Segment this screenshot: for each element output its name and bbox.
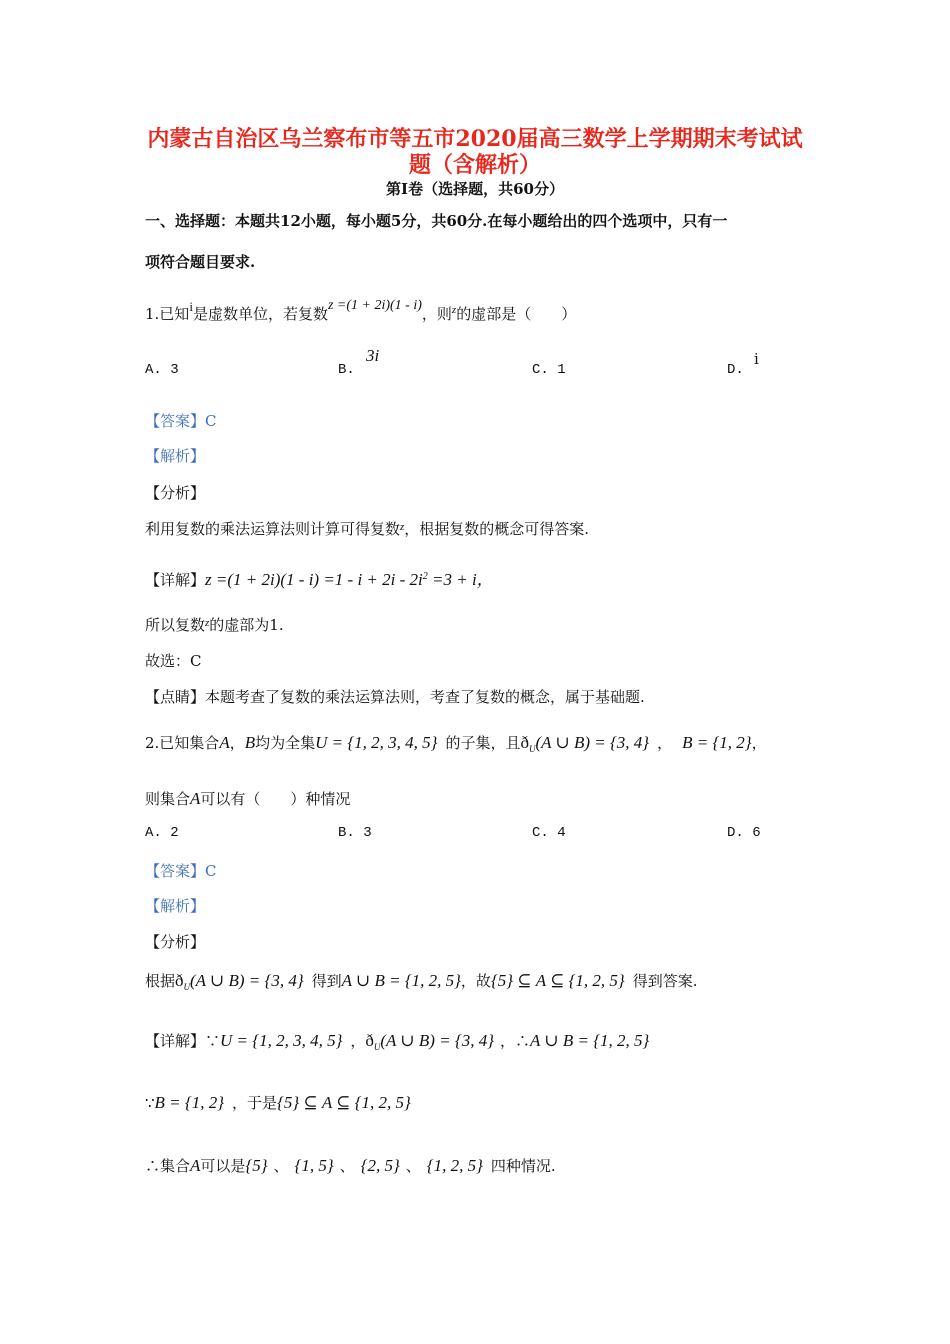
q1-result-z: z: [205, 617, 210, 629]
q2-fx-union: A ∪ B = {1, 2, 5}: [341, 971, 461, 990]
q1-fenxi-text-b: ，根据复数的概念可得答案.: [404, 520, 590, 538]
q2-fx-comp: (A ∪ B) = {3, 4}: [190, 971, 304, 990]
q1-option-a: A. 3: [145, 362, 179, 378]
q1-z: z: [451, 304, 457, 316]
q2-sep: ，: [229, 734, 245, 752]
q2-detail-line2: [145, 1092, 411, 1113]
q1-stem-d: 的虚部是（ ）: [456, 305, 577, 323]
q2-fx-d: 得到答案.: [632, 972, 698, 990]
q2-fx-comp-symbol: ð: [175, 971, 184, 990]
q1-fenxi-text-a: 利用复数的乘法运算法则计算可得复数: [145, 520, 401, 538]
q2-A: A: [219, 733, 230, 752]
q2-d1-comp: (A ∪ B) = {3, 4}: [380, 1031, 494, 1050]
q1-option-c: C. 1: [532, 362, 566, 378]
q2-d3-end: 四种情况.: [490, 1157, 556, 1175]
q2-d1-U: U = {1, 2, 3, 4, 5}: [220, 1031, 343, 1050]
doc-title-line2: 题（含解析）: [408, 152, 541, 178]
q1-stem-a: 1.已知: [145, 305, 190, 323]
q2-stem-b: 均为全集: [255, 734, 316, 752]
q2-stem-d-b: 可以有（ ）种情况: [200, 790, 351, 808]
q1-fenxi-z: z: [400, 521, 405, 533]
q2-d1-union: A ∪ B = {1, 2, 5}: [530, 1031, 650, 1050]
q2-option-c: C. 4: [532, 825, 566, 841]
q2-d3-s1: {5}: [245, 1156, 268, 1175]
q1-detail-label: 【详解】: [145, 571, 206, 589]
q2-d3-text: 可以是: [200, 1157, 246, 1175]
q2-d2-range: {5} ⊆ A ⊆ {1, 2, 5}: [277, 1093, 411, 1112]
doc-title-line1: 内蒙古自治区乌兰察布市等五市2020届高三数学上学期期末考试试: [147, 126, 803, 152]
q2-d3-A: A: [190, 1156, 201, 1175]
q2-stem-c: 的子集，且: [445, 734, 521, 752]
q1-detail-end: =3 + i，: [427, 570, 494, 589]
q2-stem-d-a: 则集合: [145, 790, 191, 808]
q2-stem-d-A: A: [190, 789, 201, 808]
q1-result-a: 所以复数: [145, 616, 206, 634]
q2-analysis-tag: 【解析】: [145, 897, 206, 915]
q1-analysis-tag: 【解析】: [145, 447, 206, 465]
q1-answer: 【答案】C: [145, 412, 217, 430]
q2-fx-c: ，故: [460, 972, 491, 990]
q1-result: [145, 614, 284, 635]
q2-comp-symbol: ð: [520, 733, 529, 752]
q2-B-expr: B = {1, 2}: [682, 733, 752, 752]
q2-stem-line2: [145, 788, 350, 809]
q2-fx-b: 得到: [311, 972, 342, 990]
q2-d3-sep3: 、: [405, 1157, 421, 1175]
q2-comma1: ，: [657, 734, 673, 752]
q1-fenxi-text: [145, 518, 589, 539]
q2-d2-because: ∵: [145, 1094, 155, 1112]
section-heading-line1: 一、选择题：本题共12小题，每小题5分，共60分.在每小题给出的四个选项中，只有一: [145, 212, 728, 230]
q2-fenxi-tag: 【分析】: [145, 933, 206, 951]
q2-B: B: [244, 733, 256, 752]
q2-detail-label: 【详解】∵: [145, 1032, 221, 1050]
q1-option-b: B.: [338, 362, 355, 378]
section-heading-line2: 项符合题目要求.: [145, 253, 256, 271]
volume-heading: 第Ⅰ卷（选择题，共60分）: [386, 180, 564, 198]
q2-option-a: A. 2: [145, 825, 179, 841]
q1-i: i: [189, 299, 193, 314]
q2-d3-s4: {1, 2, 5}: [426, 1156, 483, 1175]
q2-option-d: D. 6: [727, 825, 761, 841]
q1-comment: 【点睛】本题考查了复数的乘法运算法则，考查了复数的概念，属于基础题.: [145, 688, 645, 706]
q2-fx-a: 根据: [145, 972, 176, 990]
q1-choose: 故选：C: [145, 652, 202, 670]
q2-d3-sep2: 、: [339, 1157, 355, 1175]
q1-z-expr: z =(1 + 2i)(1 - i): [327, 298, 422, 313]
q2-fx-comp-sub: U: [183, 982, 191, 992]
q1-fenxi-tag: 【分析】: [145, 484, 206, 502]
q2-comp-sub: U: [529, 744, 536, 754]
q1-stem-b: 是虚数单位，若复数: [192, 305, 328, 323]
q2-stem: [145, 732, 767, 754]
q2-answer: 【答案】C: [145, 862, 217, 880]
q2-comma2: ，: [751, 734, 767, 752]
q1-stem: [145, 298, 576, 324]
q2-stem-a: 2.已知集合: [145, 734, 220, 752]
q2-d1-sep2: ，∴: [500, 1032, 531, 1050]
q1-detail-sup: 2: [422, 571, 428, 582]
q1-stem-c: ，则: [421, 305, 452, 323]
q2-d1-sep1: ，: [350, 1032, 366, 1050]
q2-d1-comp-symbol: ð: [365, 1031, 374, 1050]
q1-detail-expr: z =(1 + 2i)(1 - i) =1 - i + 2i - 2i: [205, 570, 423, 589]
q2-d3-therefore: ∴集合: [145, 1157, 191, 1175]
q2-option-b: B. 3: [338, 825, 372, 841]
q2-fx-range: {5} ⊆ A ⊆ {1, 2, 5}: [490, 971, 625, 990]
q1-option-b-value: 3i: [366, 346, 380, 365]
q1-detail: [145, 565, 494, 590]
q2-detail-line3: [145, 1155, 556, 1176]
q2-detail-line1: [145, 1030, 649, 1052]
q2-U-expr: U = {1, 2, 3, 4, 5}: [315, 733, 438, 752]
q2-fenxi-line: [145, 970, 697, 992]
q2-d2-B: B = {1, 2}: [154, 1093, 224, 1112]
q2-d1-comp-sub: U: [373, 1042, 381, 1052]
q1-result-b: 的虚部为1.: [209, 616, 284, 634]
q2-d3-sep1: 、: [273, 1157, 289, 1175]
q2-comp-rest: (A ∪ B) = {3, 4}: [535, 733, 650, 752]
q1-option-d: D.: [727, 362, 744, 378]
q2-d2-text: ，于是: [232, 1094, 278, 1112]
q2-d3-s2: {1, 5}: [294, 1156, 334, 1175]
q2-d3-s3: {2, 5}: [360, 1156, 400, 1175]
q1-option-d-value: i: [754, 350, 759, 368]
